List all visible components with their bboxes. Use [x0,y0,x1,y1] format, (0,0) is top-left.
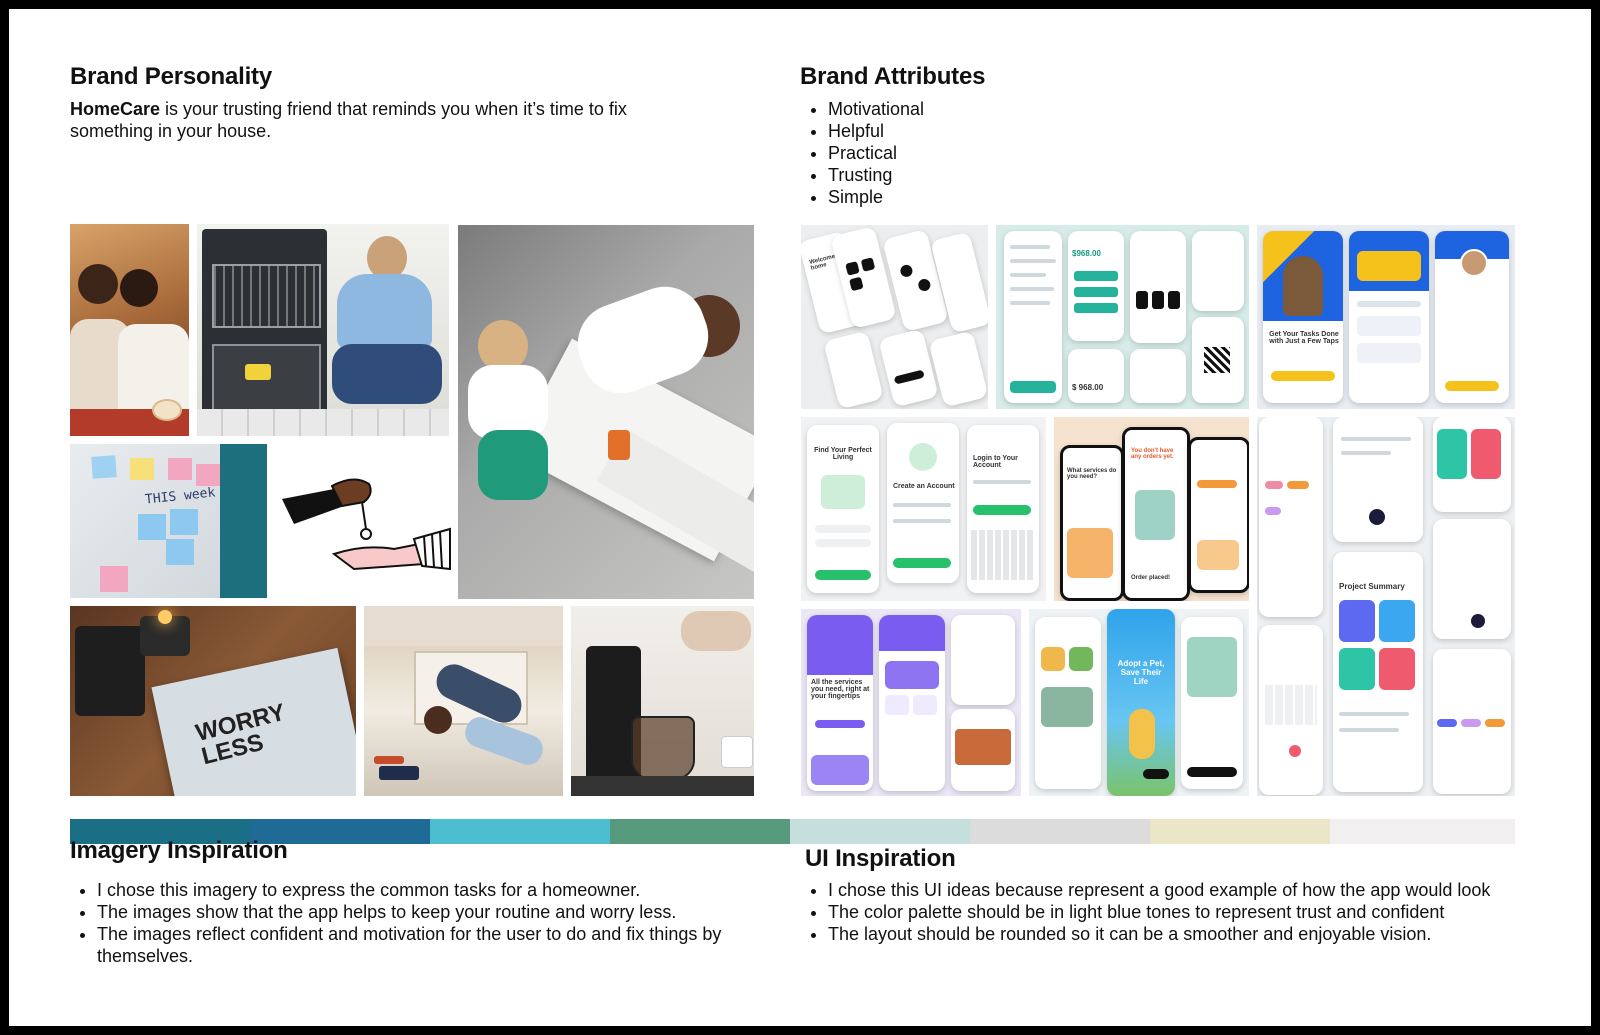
imagery-reason: • The images reflect confident and motivation for the user to do and fix things by themselves. [97,923,797,967]
brand-personality-text [70,98,710,142]
ui-reason: • I chose this UI ideas because represent a good example of how the app would look [828,879,1600,901]
imagery-reason: • The images show that the app helps to keep your routine and worry less. [97,901,797,923]
palette-swatch [1330,819,1515,844]
photo-sticky-notes [70,444,267,598]
brand-personality-description: is your trusting friend that reminds you when it’s time to fix something in your house. [70,99,627,141]
adopt-pet-label: Adopt a Pet, Save Their Life [1117,659,1165,686]
keys-illustration-svg [274,444,454,598]
ui-mock-project-summary [1257,417,1515,796]
attribute-item: • Practical [828,142,924,164]
project-summary-label: Project Summary [1339,582,1405,591]
photo-plumber-sink [364,606,563,796]
palette-swatch [610,819,790,844]
ui-mock-welcome-home [801,225,988,409]
palette-swatch [1150,819,1330,844]
ui-mock-orders-app [1054,417,1249,601]
ui-inspiration-list [801,879,1600,945]
create-account-label: Create an Account [893,483,955,490]
photo-coffee-machine [571,606,754,796]
login-label: Login to Your Account [973,455,1018,469]
ui-mock-home-living [801,417,1046,601]
imagery-reason: • I chose this imagery to express the common tasks for a homeowner. [97,879,797,901]
all-services-label: All the services you need, right at your fingertips [811,679,870,700]
ui-inspiration-title: UI Inspiration [805,845,956,872]
brand-name: HomeCare [70,99,161,119]
ui-mock-green-booking: $968.00 $ 968.00 [996,225,1249,409]
attribute-item: • Trusting [828,164,924,186]
order-placed-label: Order placed! [1131,575,1171,581]
imagery-inspiration-title: Imagery Inspiration [70,837,288,864]
imagery-inspiration-list [70,879,797,967]
photo-dishwasher-cleaning [197,224,449,436]
palette-swatch [790,819,970,844]
attribute-item: • Simple [828,186,924,208]
attribute-item: • Motivational [828,98,924,120]
palette-swatch [970,819,1150,844]
attribute-item: • Helpful [828,120,924,142]
orders-empty-label: You don't have any orders yet. [1131,448,1174,460]
illustration-handing-keys [274,444,454,598]
photo-friends-phone [70,224,189,436]
find-living-label: Find Your Perfect Living [814,447,872,461]
sticky-handwriting: THIS week [144,485,217,508]
ui-reason: • The color palette should be in light blue tones to represent trust and confident [828,901,1600,923]
palette-swatch [430,819,610,844]
photo-furniture-assembly [458,225,754,599]
tasks-done-label: Get Your Tasks Done with Just a Few Taps [1269,331,1339,345]
worry-less-text: WORRY LESS [193,698,288,771]
price-label: $ 968.00 [1072,383,1104,392]
ui-mock-pet-adoption [1029,609,1249,796]
brand-attributes-list [801,98,924,208]
brand-attributes-title: Brand Attributes [800,63,986,90]
ui-mock-tasker-app [1257,225,1515,409]
ui-mock-purple-services [801,609,1021,796]
ui-reason: • The layout should be rounded so it can be a smoother and enjoyable vision. [828,923,1600,945]
photo-worry-less [70,606,356,796]
brand-personality-title: Brand Personality [70,63,272,90]
welcome-home-label: Welcome home [808,253,836,272]
moodboard [9,9,1591,1026]
what-services-label: What services do you need? [1067,468,1117,480]
